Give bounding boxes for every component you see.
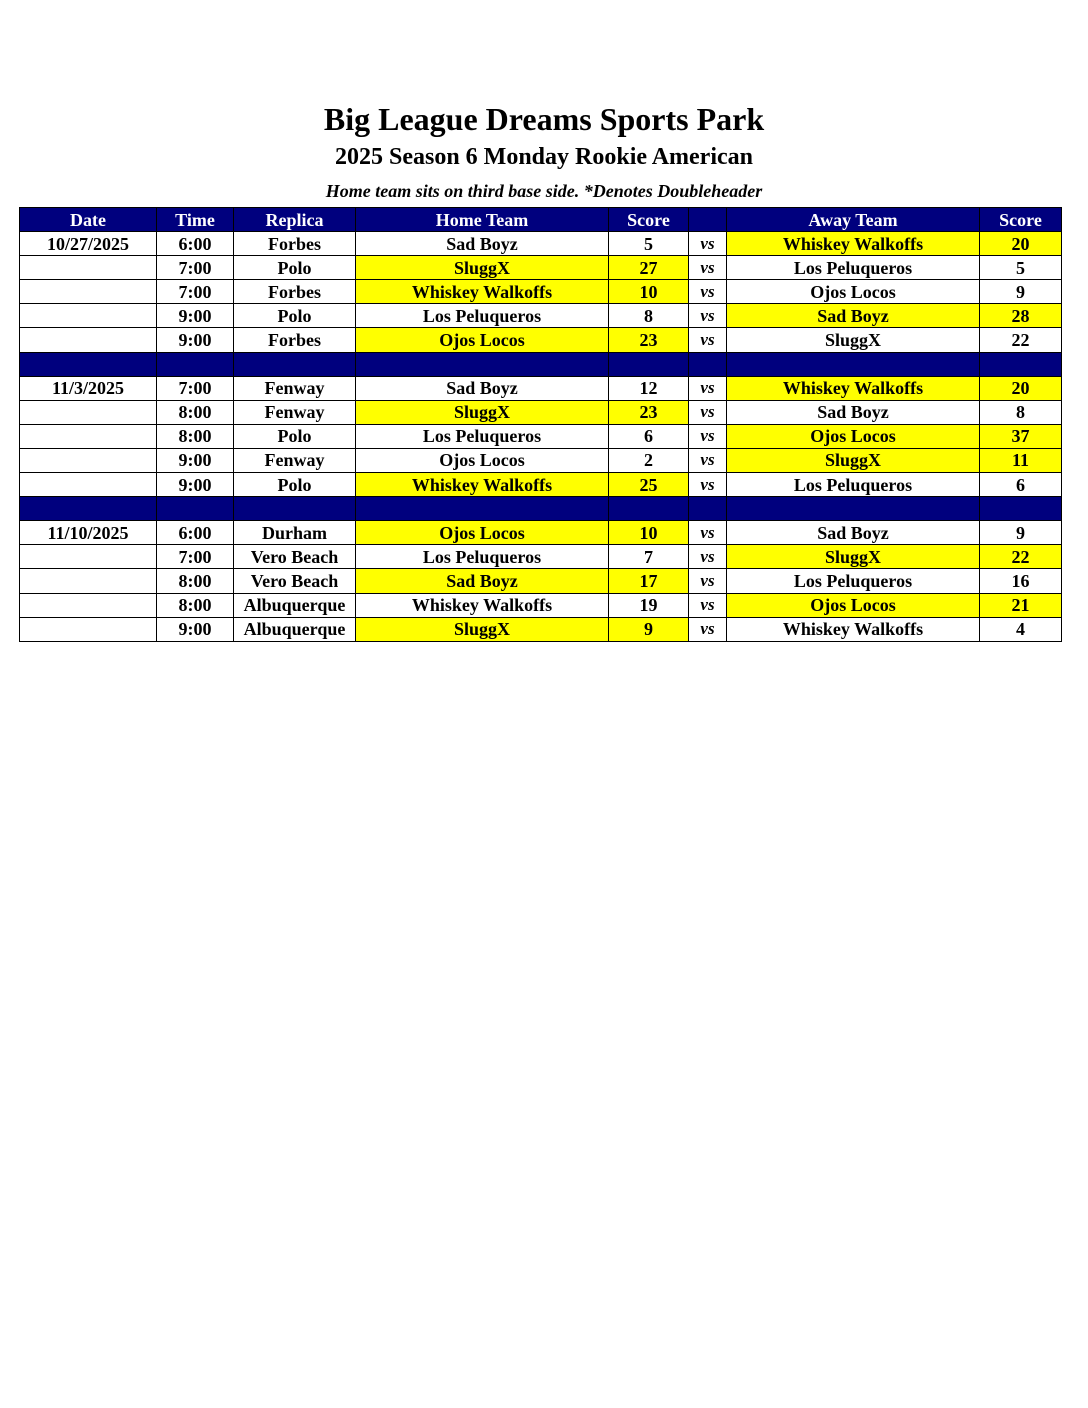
game-time: 6:00 <box>157 232 234 256</box>
game-field: Fenway <box>234 448 356 472</box>
game-row <box>20 400 1062 424</box>
versus-label: vs <box>689 569 727 593</box>
away-score: 4 <box>980 617 1062 641</box>
home-score: 27 <box>609 256 689 280</box>
game-date <box>20 448 157 472</box>
game-date: 11/3/2025 <box>20 376 157 400</box>
game-date: 11/10/2025 <box>20 521 157 545</box>
home-team: SluggX <box>356 256 609 280</box>
versus-label: vs <box>689 400 727 424</box>
away-team: Whiskey Walkoffs <box>727 617 980 641</box>
away-team: Sad Boyz <box>727 521 980 545</box>
column-header-away-team: Away Team <box>727 208 980 232</box>
game-date <box>20 304 157 328</box>
separator-cell <box>689 497 727 521</box>
game-time: 9:00 <box>157 328 234 352</box>
separator-cell <box>980 497 1062 521</box>
home-team: Ojos Locos <box>356 448 609 472</box>
game-time: 7:00 <box>157 376 234 400</box>
column-header-home-team: Home Team <box>356 208 609 232</box>
game-row <box>20 545 1062 569</box>
game-time: 9:00 <box>157 473 234 497</box>
home-score: 6 <box>609 424 689 448</box>
game-row <box>20 617 1062 641</box>
home-team: Los Peluqueros <box>356 545 609 569</box>
game-field: Polo <box>234 304 356 328</box>
game-time: 9:00 <box>157 304 234 328</box>
versus-label: vs <box>689 328 727 352</box>
column-header-time: Time <box>157 208 234 232</box>
home-team: Ojos Locos <box>356 521 609 545</box>
home-team: Los Peluqueros <box>356 304 609 328</box>
game-date <box>20 473 157 497</box>
away-team: SluggX <box>727 448 980 472</box>
separator-cell <box>689 352 727 376</box>
separator-cell <box>20 352 157 376</box>
home-score: 2 <box>609 448 689 472</box>
away-score: 28 <box>980 304 1062 328</box>
game-field: Fenway <box>234 400 356 424</box>
game-row <box>20 280 1062 304</box>
home-team: Whiskey Walkoffs <box>356 280 609 304</box>
home-score: 12 <box>609 376 689 400</box>
away-score: 11 <box>980 448 1062 472</box>
away-score: 5 <box>980 256 1062 280</box>
away-team: Sad Boyz <box>727 304 980 328</box>
home-score: 23 <box>609 400 689 424</box>
game-date <box>20 617 157 641</box>
away-team: Los Peluqueros <box>727 473 980 497</box>
home-team: Sad Boyz <box>356 232 609 256</box>
home-score: 17 <box>609 569 689 593</box>
home-team: SluggX <box>356 400 609 424</box>
separator-cell <box>727 497 980 521</box>
game-date <box>20 256 157 280</box>
versus-label: vs <box>689 256 727 280</box>
separator-cell <box>356 497 609 521</box>
separator-cell <box>157 352 234 376</box>
game-row <box>20 424 1062 448</box>
game-row <box>20 569 1062 593</box>
away-score: 20 <box>980 232 1062 256</box>
home-score: 5 <box>609 232 689 256</box>
game-time: 8:00 <box>157 593 234 617</box>
game-time: 7:00 <box>157 280 234 304</box>
game-time: 8:00 <box>157 424 234 448</box>
away-team: Los Peluqueros <box>727 569 980 593</box>
game-date <box>20 545 157 569</box>
column-header-replica: Replica <box>234 208 356 232</box>
away-score: 22 <box>980 545 1062 569</box>
game-time: 8:00 <box>157 569 234 593</box>
schedule-body <box>20 232 1062 642</box>
game-field: Fenway <box>234 376 356 400</box>
game-row <box>20 256 1062 280</box>
away-team: Ojos Locos <box>727 593 980 617</box>
game-field: Forbes <box>234 280 356 304</box>
away-team: SluggX <box>727 545 980 569</box>
away-team: Ojos Locos <box>727 424 980 448</box>
page-subtitle: 2025 Season 6 Monday Rookie American <box>334 144 753 170</box>
week-separator-row <box>20 352 1062 376</box>
versus-label: vs <box>689 280 727 304</box>
versus-label: vs <box>689 424 727 448</box>
home-team: Whiskey Walkoffs <box>356 593 609 617</box>
game-row <box>20 376 1062 400</box>
home-team: Sad Boyz <box>356 569 609 593</box>
schedule-note: Home team sits on third base side. *Denotes Doubleheader <box>325 181 763 201</box>
game-date <box>20 400 157 424</box>
separator-cell <box>234 352 356 376</box>
away-score: 9 <box>980 521 1062 545</box>
game-time: 8:00 <box>157 400 234 424</box>
header-row <box>20 208 1062 232</box>
separator-cell <box>234 497 356 521</box>
separator-cell <box>980 352 1062 376</box>
home-team: Los Peluqueros <box>356 424 609 448</box>
home-team: Sad Boyz <box>356 376 609 400</box>
separator-cell <box>609 352 689 376</box>
game-time: 9:00 <box>157 448 234 472</box>
home-team: SluggX <box>356 617 609 641</box>
away-score: 20 <box>980 376 1062 400</box>
game-field: Durham <box>234 521 356 545</box>
game-date <box>20 280 157 304</box>
separator-cell <box>20 497 157 521</box>
game-field: Polo <box>234 473 356 497</box>
game-field: Forbes <box>234 328 356 352</box>
game-date <box>20 328 157 352</box>
page-title: Big League Dreams Sports Park <box>323 101 765 137</box>
away-score: 21 <box>980 593 1062 617</box>
separator-cell <box>356 352 609 376</box>
game-time: 9:00 <box>157 617 234 641</box>
home-score: 7 <box>609 545 689 569</box>
away-team: Los Peluqueros <box>727 256 980 280</box>
game-field: Albuquerque <box>234 617 356 641</box>
away-team: Whiskey Walkoffs <box>727 376 980 400</box>
game-time: 6:00 <box>157 521 234 545</box>
game-row <box>20 473 1062 497</box>
game-row <box>20 593 1062 617</box>
versus-label: vs <box>689 232 727 256</box>
game-field: Forbes <box>234 232 356 256</box>
game-row <box>20 232 1062 256</box>
week-separator-row <box>20 497 1062 521</box>
separator-cell <box>157 497 234 521</box>
versus-label: vs <box>689 521 727 545</box>
away-score: 37 <box>980 424 1062 448</box>
game-date <box>20 593 157 617</box>
game-row <box>20 304 1062 328</box>
game-field: Vero Beach <box>234 569 356 593</box>
versus-label: vs <box>689 593 727 617</box>
column-header-home-score: Score <box>609 208 689 232</box>
versus-label: vs <box>689 376 727 400</box>
separator-cell <box>609 497 689 521</box>
versus-label: vs <box>689 304 727 328</box>
home-score: 9 <box>609 617 689 641</box>
schedule-table <box>19 207 1062 642</box>
versus-label: vs <box>689 448 727 472</box>
versus-label: vs <box>689 545 727 569</box>
game-field: Polo <box>234 424 356 448</box>
away-score: 6 <box>980 473 1062 497</box>
game-row <box>20 328 1062 352</box>
away-team: Sad Boyz <box>727 400 980 424</box>
game-field: Albuquerque <box>234 593 356 617</box>
game-date: 10/27/2025 <box>20 232 157 256</box>
game-date <box>20 424 157 448</box>
game-field: Polo <box>234 256 356 280</box>
home-team: Whiskey Walkoffs <box>356 473 609 497</box>
away-team: SluggX <box>727 328 980 352</box>
home-score: 8 <box>609 304 689 328</box>
game-field: Vero Beach <box>234 545 356 569</box>
game-row <box>20 521 1062 545</box>
game-time: 7:00 <box>157 256 234 280</box>
home-score: 23 <box>609 328 689 352</box>
home-score: 25 <box>609 473 689 497</box>
column-header-vs <box>689 208 727 232</box>
game-date <box>20 569 157 593</box>
away-score: 16 <box>980 569 1062 593</box>
away-team: Ojos Locos <box>727 280 980 304</box>
game-time: 7:00 <box>157 545 234 569</box>
column-header-away-score: Score <box>980 208 1062 232</box>
home-team: Ojos Locos <box>356 328 609 352</box>
away-team: Whiskey Walkoffs <box>727 232 980 256</box>
away-score: 8 <box>980 400 1062 424</box>
home-score: 10 <box>609 521 689 545</box>
game-row <box>20 448 1062 472</box>
home-score: 19 <box>609 593 689 617</box>
separator-cell <box>727 352 980 376</box>
column-header-date: Date <box>20 208 157 232</box>
away-score: 22 <box>980 328 1062 352</box>
home-score: 10 <box>609 280 689 304</box>
away-score: 9 <box>980 280 1062 304</box>
versus-label: vs <box>689 617 727 641</box>
versus-label: vs <box>689 473 727 497</box>
